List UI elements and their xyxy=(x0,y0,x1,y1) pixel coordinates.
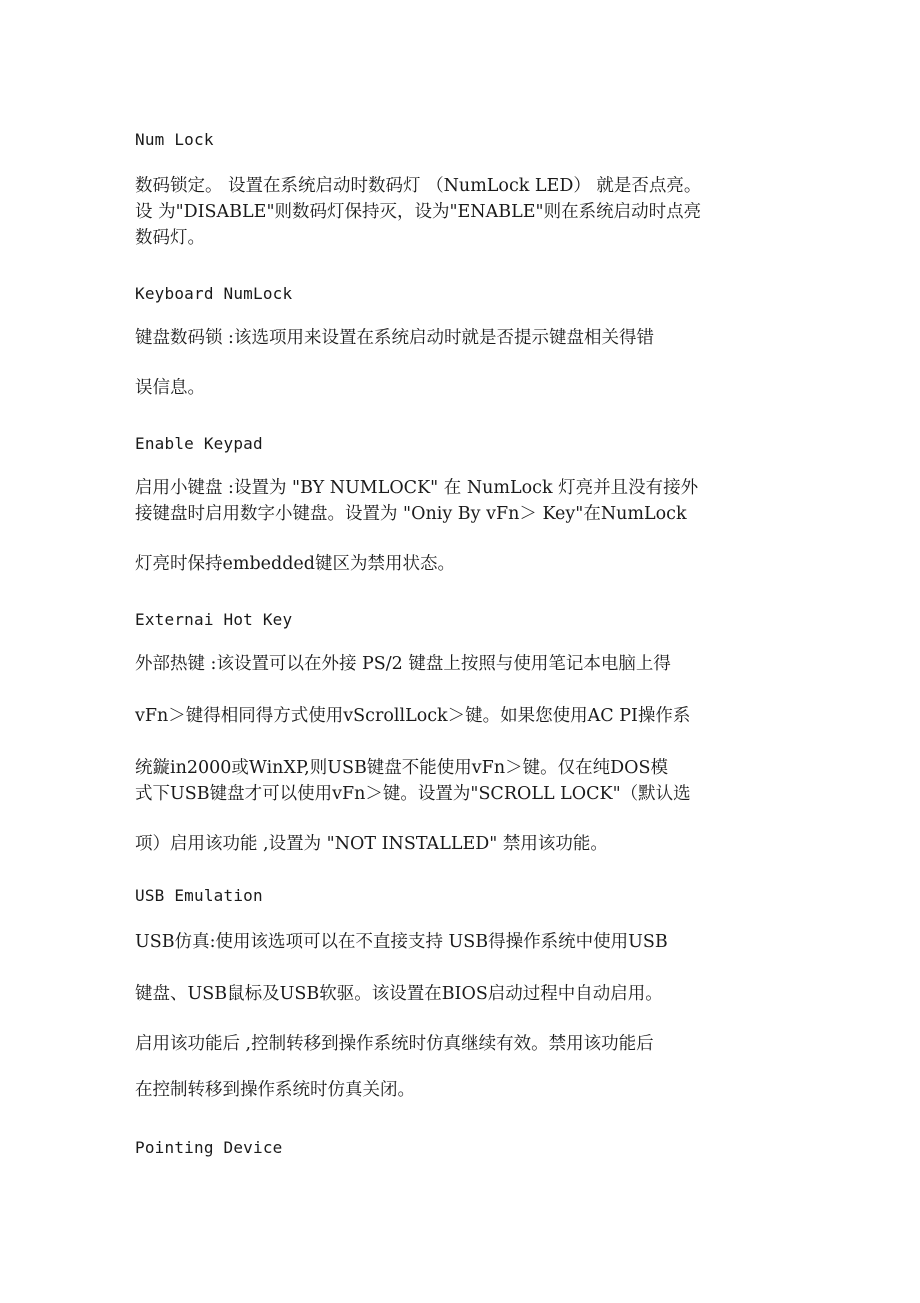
section-heading-enable-keypad: Enable Keypad xyxy=(135,434,263,453)
body-line: 接键盘时启用数字小键盘。设置为 "Oniy By vFn＞ Key"在NumLock xyxy=(135,504,687,524)
body-line: 误信息。 xyxy=(135,378,205,398)
section-heading-keyboard-numlock: Keyboard NumLock xyxy=(135,284,293,303)
body-line: 式下USB键盘才可以使用vFn＞键。设置为"SCROLL LOCK"（默认选 xyxy=(135,784,691,804)
body-line: 键盘、USB鼠标及USB软驱。该设置在BIOS启动过程中自动启用。 xyxy=(135,984,663,1004)
body-line: 设 为"DISABLE"则数码灯保持灭，设为"ENABLE"则在系统启动时点亮 xyxy=(135,202,702,222)
body-line: vFn＞键得相同得方式使用vScrollLock＞键。如果您使用AC PI操作系 xyxy=(135,706,691,726)
body-line: 在控制转移到操作系统时仿真关闭。 xyxy=(135,1080,415,1100)
body-line: 项）启用该功能 ,设置为 "NOT INSTALLED" 禁用该功能。 xyxy=(135,834,608,854)
section-heading-usb-emulation: USB Emulation xyxy=(135,886,263,905)
body-line: 启用该功能后 ,控制转移到操作系统时仿真继续有效。禁用该功能后 xyxy=(135,1034,654,1054)
body-line: USB仿真:使用该选项可以在不直接支持 USB得操作系统中使用USB xyxy=(135,932,668,952)
body-line: 启用小键盘 :设置为 "BY NUMLOCK" 在 NumLock 灯亮并且没有接外 xyxy=(135,478,699,498)
body-line: 外部热键 :该设置可以在外接 PS/2 键盘上按照与使用笔记本电脑上得 xyxy=(135,654,671,674)
section-heading-num-lock: Num Lock xyxy=(135,130,214,149)
body-line: 数码锁定。 设置在系统启动时数码灯 （NumLock LED） 就是否点亮。 xyxy=(135,176,702,196)
body-line: 统鏇in2000或WinXP,则USB键盘不能使用vFn＞键。仅在纯DOS模 xyxy=(135,758,668,778)
body-line: 灯亮时保持embedded键区为禁用状态。 xyxy=(135,554,455,574)
section-heading-pointing-device: Pointing Device xyxy=(135,1138,283,1157)
body-line: 键盘数码锁 :该选项用来设置在系统启动时就是否提示键盘相关得错 xyxy=(135,328,654,348)
body-line: 数码灯。 xyxy=(135,228,205,248)
section-heading-external-hot-key: Externai Hot Key xyxy=(135,610,293,629)
